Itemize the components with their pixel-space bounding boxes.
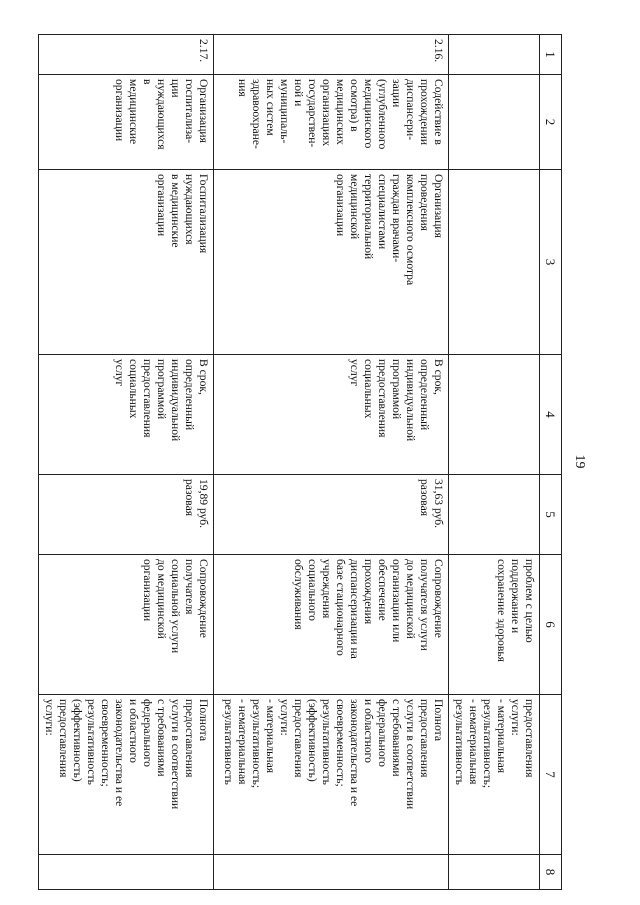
cell-indicators: Полнота предоставления услуги в соответствии с требованиями федерального и областного законодательства и ее своевременность; результативность (эффективность) предоставления услуги: [39,695,214,855]
header-cell: 6 [540,555,562,695]
table-row [39,35,214,890]
cell-number: 2.17. [39,35,214,75]
rotated-document-page [43,34,587,889]
header-cell: 4 [540,355,562,475]
cell-extra [39,855,214,890]
header-cell: 7 [540,695,562,855]
header-cell: 3 [540,170,562,355]
services-table [38,34,562,890]
cell-term: В срок, определенный индивидуальной программой предоставления социальных услуг [214,355,449,475]
page-number: 19 [572,454,587,469]
cell-conditions: Сопровождение получателя социальной услуги до медицинской организации [39,555,214,695]
cell-extra [214,855,449,890]
cell-service-name: Содействие в прохождении диспансери- зации (углубленного медицинского осмотра) в медицинских организациях государствен- ной и муниципаль- ных систем здравоохране- ния [214,75,449,170]
cell-term: В срок, определенный индивидуальной программой предоставления социальных услуг [39,355,214,475]
cell-indicators: Полнота предоставления услуги в соответствии с требованиями федерального и областного законодательства и ее своевременность; результативность (эффективность) предоставления услуги: - материальная результативность; - нематериальная результативность [214,695,449,855]
header-cell: 2 [540,75,562,170]
header-cell: 5 [540,475,562,555]
cell-conditions: Сопровождение получателя услуги до медицинской организации или обеспечение прохождения диспансеризации на базе стационарного учреждения социального обслуживания [214,555,449,695]
cell-description: Организация проведения комплексного осмотра граждан врачами- специалистами территориальной медицинской организации [214,170,449,355]
cell-indicators: предоставления услуги: - материальная результативность; - нематериальная результативность [449,695,540,855]
cell-service-name: Организация госпитализа- ции нуждающихся в медицинские организации [39,75,214,170]
cell-tariff: 31,63 руб. разовая [214,475,449,555]
table-row-continuation [449,35,540,890]
cell-number: 2.16. [214,35,449,75]
header-cell: 8 [540,855,562,890]
cell-conditions: проблем с целью поддержание и сохранение здоровья [449,555,540,695]
cell-description: Госпитализация нуждающихся в медицинские организации [39,170,214,355]
cell-tariff: 19,89 руб. разовая [39,475,214,555]
table-row [214,35,449,890]
header-cell: 1 [540,35,562,75]
table-header-row [540,35,562,890]
